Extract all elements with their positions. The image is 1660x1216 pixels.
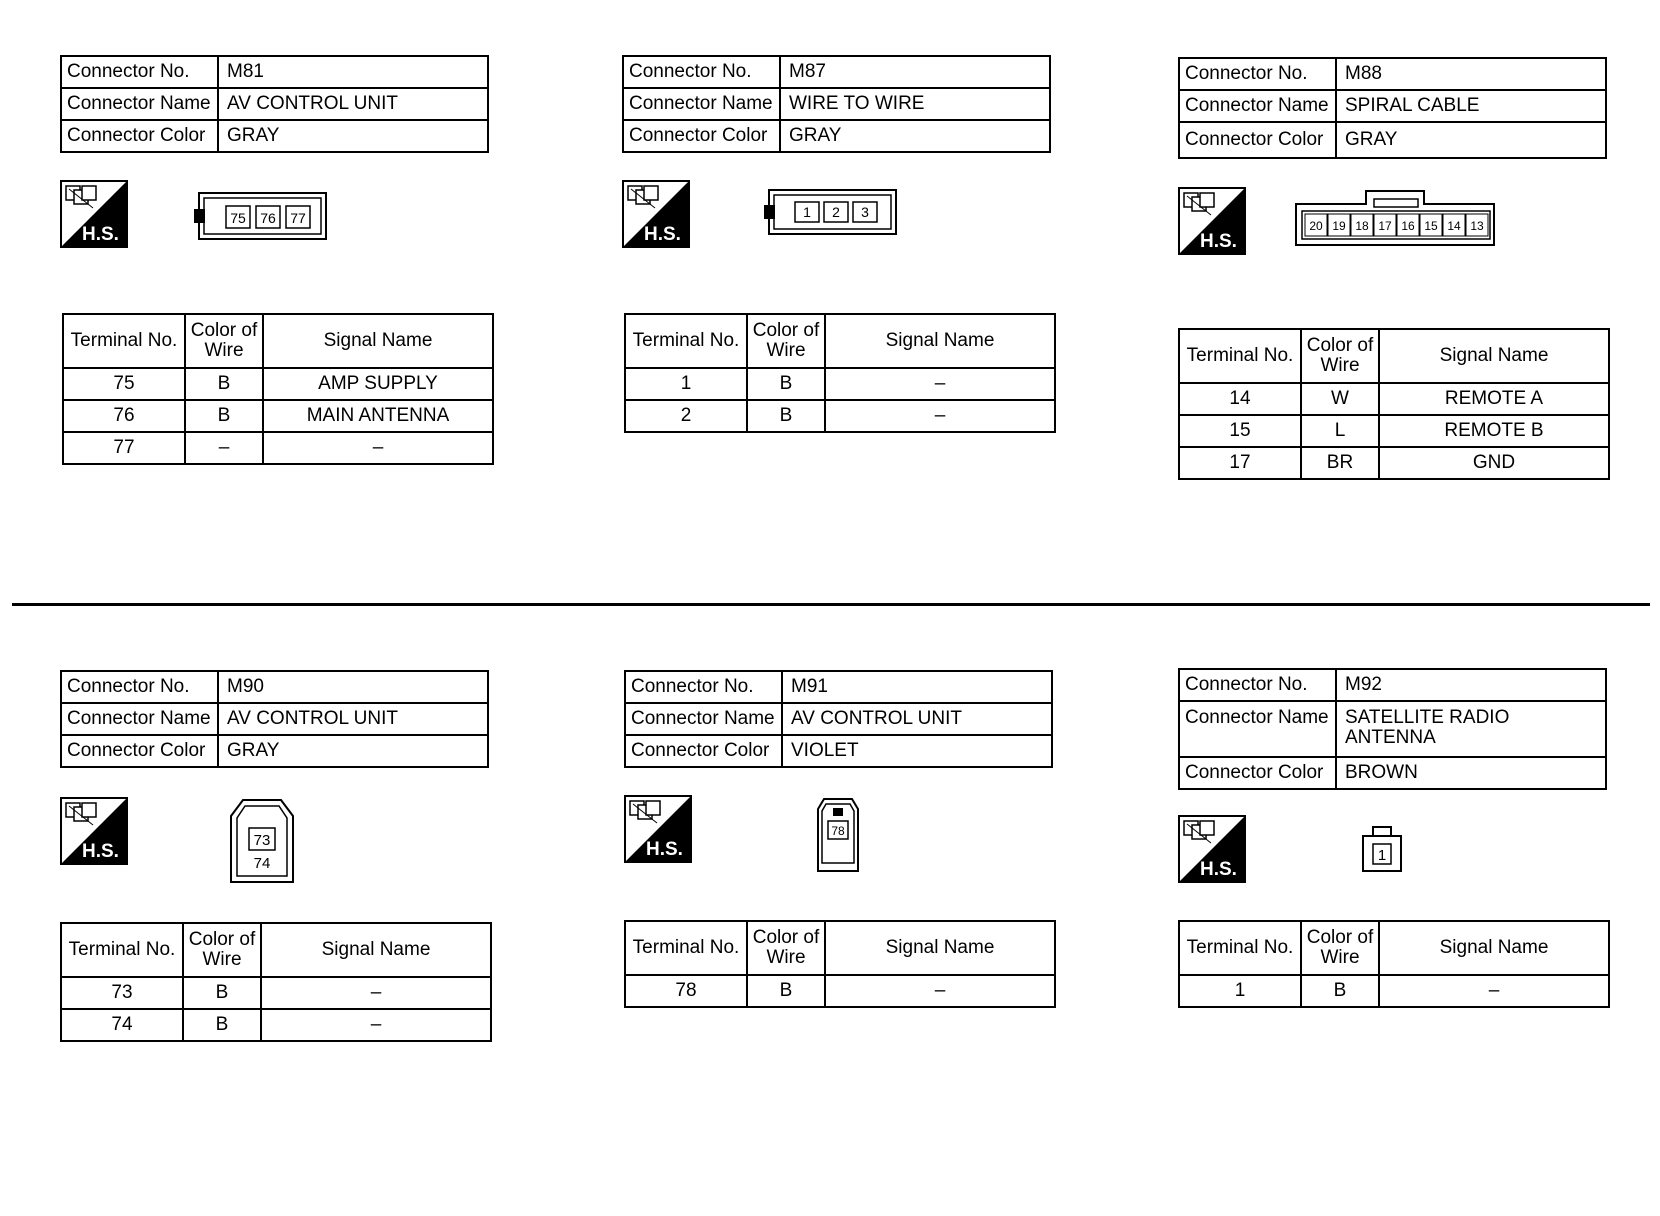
- wire-cell: B: [185, 368, 263, 400]
- terminal-no-header: Terminal No.: [1179, 921, 1301, 975]
- cavity-label: 2: [832, 204, 840, 220]
- hs-label: H.S.: [82, 841, 119, 862]
- table-row: [61, 1009, 491, 1041]
- connector-name-value: [1336, 701, 1606, 757]
- terminal-table: [1178, 328, 1610, 480]
- connector-m88: [1178, 57, 1607, 159]
- terminal-cell: 78: [625, 975, 747, 1007]
- connector-no-label: Connector No.: [61, 56, 218, 88]
- wire-color-header: [185, 314, 263, 368]
- connector-name-value: AV CONTROL UNIT: [218, 88, 488, 120]
- signal-cell: MAIN ANTENNA: [263, 400, 493, 432]
- hs-label: H.S.: [1200, 231, 1237, 252]
- wire-cell: B: [747, 368, 825, 400]
- connector-color-label: Connector Color: [61, 120, 218, 152]
- wire-cell: BR: [1301, 447, 1379, 479]
- connector-no-label: Connector No.: [61, 671, 218, 703]
- signal-name-header: Signal Name: [1379, 329, 1609, 383]
- terminal-cell: 1: [625, 368, 747, 400]
- cavity-label: 1: [1377, 847, 1387, 864]
- terminal-table-m81-wrap: [62, 313, 494, 465]
- terminal-table: [624, 313, 1056, 433]
- wire-color-header-line2: Wire: [204, 340, 244, 361]
- wire-color-header: [1301, 329, 1379, 383]
- connector-m90: [60, 670, 489, 768]
- cavity-label: 19: [1332, 219, 1346, 233]
- wire-color-header: [747, 314, 825, 368]
- connector-no-label: Connector No.: [1179, 669, 1336, 701]
- terminal-table-m88-wrap: [1178, 328, 1610, 480]
- connector-name-label: Connector Name: [61, 88, 218, 120]
- table-row: [63, 432, 493, 464]
- connector-no-value: M88: [1336, 58, 1606, 90]
- table-row: [625, 400, 1055, 432]
- signal-name-header: Signal Name: [825, 314, 1055, 368]
- wire-color-header-line2: Wire: [766, 947, 806, 968]
- table-row: [625, 975, 1055, 1007]
- hs-label: H.S.: [82, 224, 119, 245]
- connector-no-value: M90: [218, 671, 488, 703]
- table-row: [61, 977, 491, 1009]
- wire-cell: –: [185, 432, 263, 464]
- hs-label: H.S.: [644, 224, 681, 245]
- connector-m91: [624, 670, 1053, 768]
- harness-side-icon: [1178, 187, 1246, 255]
- signal-cell: –: [825, 975, 1055, 1007]
- signal-cell: –: [261, 977, 491, 1009]
- connector-m81: [60, 55, 489, 153]
- connector-name-label: Connector Name: [61, 703, 218, 735]
- connector-face-view: [816, 797, 860, 873]
- signal-cell: –: [825, 400, 1055, 432]
- connector-color-label: Connector Color: [1179, 757, 1336, 789]
- wire-cell: B: [183, 977, 261, 1009]
- table-row: [625, 368, 1055, 400]
- wire-cell: B: [1301, 975, 1379, 1007]
- signal-name-header: Signal Name: [1379, 921, 1609, 975]
- connector-name-line2: ANTENNA: [1345, 726, 1436, 748]
- connector-color-label: Connector Color: [623, 120, 780, 152]
- cavity-label: 3: [861, 204, 869, 220]
- table-row: [63, 368, 493, 400]
- terminal-cell: 2: [625, 400, 747, 432]
- cavity-label: 78: [831, 824, 845, 838]
- signal-cell: –: [261, 1009, 491, 1041]
- signal-cell: –: [1379, 975, 1609, 1007]
- connector-no-label: Connector No.: [625, 671, 782, 703]
- connector-no-value: M81: [218, 56, 488, 88]
- wire-cell: B: [747, 400, 825, 432]
- signal-name-header: Signal Name: [261, 923, 491, 977]
- harness-side-icon: [60, 797, 128, 865]
- cavity-label: 14: [1447, 219, 1461, 233]
- terminal-table: [60, 922, 492, 1042]
- connector-color-value: VIOLET: [782, 735, 1052, 767]
- connector-name-line1: SATELLITE RADIO: [1345, 707, 1510, 728]
- terminal-cell: 15: [1179, 415, 1301, 447]
- terminal-table-m87-wrap: [624, 313, 1056, 433]
- wire-color-header: [183, 923, 261, 977]
- connector-color-label: Connector Color: [1179, 122, 1336, 158]
- connector-face-view: [193, 192, 328, 240]
- connector-name-value: WIRE TO WIRE: [780, 88, 1050, 120]
- connector-color-value: GRAY: [218, 735, 488, 767]
- wire-color-header-line2: Wire: [766, 340, 806, 361]
- harness-side-icon: [60, 180, 128, 248]
- wire-color-header-line1: Color of: [190, 320, 258, 342]
- connector-face-view: [229, 798, 295, 884]
- connector-color-label: Connector Color: [61, 735, 218, 767]
- hs-label: H.S.: [646, 839, 683, 860]
- wire-cell: B: [747, 975, 825, 1007]
- connector-name-label: Connector Name: [623, 88, 780, 120]
- connector-color-value: GRAY: [780, 120, 1050, 152]
- connector-info-table: [1178, 57, 1607, 159]
- cavity-label: 76: [260, 210, 276, 226]
- wire-color-header: [1301, 921, 1379, 975]
- harness-side-icon: [1178, 815, 1246, 883]
- wire-cell: L: [1301, 415, 1379, 447]
- wire-color-header-line2: Wire: [1320, 947, 1360, 968]
- signal-cell: –: [263, 432, 493, 464]
- wire-color-header-line1: Color of: [752, 927, 820, 949]
- connector-face-view: [1362, 824, 1402, 872]
- terminal-table: [62, 313, 494, 465]
- terminal-table: [1178, 920, 1610, 1008]
- terminal-cell: 75: [63, 368, 185, 400]
- connector-color-value: GRAY: [218, 120, 488, 152]
- cavity-label: 18: [1355, 219, 1369, 233]
- signal-name-header: Signal Name: [825, 921, 1055, 975]
- cavity-label: 73: [253, 832, 271, 849]
- signal-name-header: Signal Name: [263, 314, 493, 368]
- cavity-label: 75: [230, 210, 246, 226]
- wire-color-header-line1: Color of: [752, 320, 820, 342]
- wire-color-header-line1: Color of: [188, 929, 256, 951]
- connector-no-value: M87: [780, 56, 1050, 88]
- connector-color-label: Connector Color: [625, 735, 782, 767]
- cavity-label: 17: [1378, 219, 1392, 233]
- cavity-label: 13: [1470, 219, 1484, 233]
- connector-m87: [622, 55, 1051, 153]
- wire-cell: W: [1301, 383, 1379, 415]
- wire-color-header-line2: Wire: [1320, 355, 1360, 376]
- signal-cell: REMOTE A: [1379, 383, 1609, 415]
- connector-no-value: M91: [782, 671, 1052, 703]
- terminal-cell: 14: [1179, 383, 1301, 415]
- terminal-no-header: Terminal No.: [625, 314, 747, 368]
- terminal-cell: 1: [1179, 975, 1301, 1007]
- connector-name-value: SPIRAL CABLE: [1336, 90, 1606, 122]
- signal-cell: REMOTE B: [1379, 415, 1609, 447]
- hs-label: H.S.: [1200, 859, 1237, 880]
- connector-info-table: [1178, 668, 1607, 790]
- cavity-label: 74: [253, 855, 271, 872]
- table-row: [1179, 975, 1609, 1007]
- connector-name-value: AV CONTROL UNIT: [782, 703, 1052, 735]
- terminal-table-m92-wrap: [1178, 920, 1610, 1008]
- table-row: [1179, 447, 1609, 479]
- connector-name-label: Connector Name: [625, 703, 782, 735]
- terminal-cell: 74: [61, 1009, 183, 1041]
- terminal-table-m90-wrap: [60, 922, 492, 1042]
- wire-color-header-line1: Color of: [1306, 927, 1374, 949]
- connector-color-value: BROWN: [1336, 757, 1606, 789]
- terminal-no-header: Terminal No.: [1179, 329, 1301, 383]
- terminal-cell: 76: [63, 400, 185, 432]
- wire-cell: B: [185, 400, 263, 432]
- wire-cell: B: [183, 1009, 261, 1041]
- connector-info-table: [60, 670, 489, 768]
- connector-name-label: Connector Name: [1179, 90, 1336, 122]
- cavity-label: 20: [1309, 219, 1323, 233]
- terminal-no-header: Terminal No.: [61, 923, 183, 977]
- connector-info-table: [624, 670, 1053, 768]
- terminal-cell: 17: [1179, 447, 1301, 479]
- harness-side-icon: [622, 180, 690, 248]
- cavity-label: 77: [290, 210, 306, 226]
- connector-face-view: [763, 189, 898, 235]
- table-row: [1179, 415, 1609, 447]
- table-row: [1179, 383, 1609, 415]
- terminal-no-header: Terminal No.: [63, 314, 185, 368]
- cavity-label: 1: [803, 204, 811, 220]
- table-row: [63, 400, 493, 432]
- connector-face-view: [1294, 189, 1496, 247]
- connector-no-value: M92: [1336, 669, 1606, 701]
- signal-cell: GND: [1379, 447, 1609, 479]
- terminal-table: [624, 920, 1056, 1008]
- wire-color-header: [747, 921, 825, 975]
- connector-no-label: Connector No.: [1179, 58, 1336, 90]
- signal-cell: –: [825, 368, 1055, 400]
- wire-color-header-line2: Wire: [202, 949, 242, 970]
- harness-side-icon: [624, 795, 692, 863]
- cavity-label: 15: [1424, 219, 1438, 233]
- connector-info-table: [622, 55, 1051, 153]
- connector-info-table: [60, 55, 489, 153]
- connector-no-label: Connector No.: [623, 56, 780, 88]
- terminal-cell: 77: [63, 432, 185, 464]
- cavity-label: 16: [1401, 219, 1415, 233]
- wire-color-header-line1: Color of: [1306, 335, 1374, 357]
- connector-name-label: Connector Name: [1179, 701, 1336, 757]
- section-divider: [12, 603, 1650, 606]
- connector-color-value: GRAY: [1336, 122, 1606, 158]
- terminal-cell: 73: [61, 977, 183, 1009]
- connector-name-value: AV CONTROL UNIT: [218, 703, 488, 735]
- connector-m92: [1178, 668, 1607, 790]
- terminal-table-m91-wrap: [624, 920, 1056, 1008]
- terminal-no-header: Terminal No.: [625, 921, 747, 975]
- signal-cell: AMP SUPPLY: [263, 368, 493, 400]
